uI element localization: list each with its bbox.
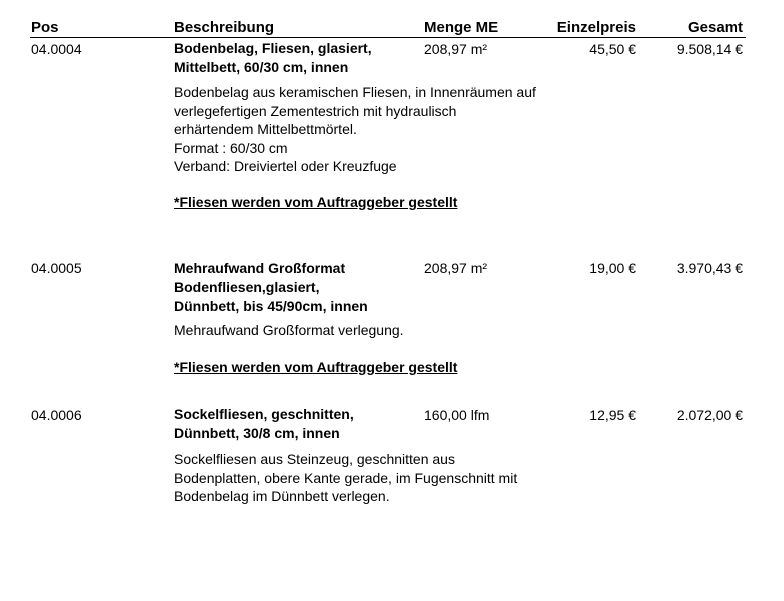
item-description: [174, 83, 536, 176]
description-line: Format : 60/30 cm: [174, 139, 288, 156]
description-line: Verband: Dreiviertel oder Kreuzfuge: [174, 158, 397, 174]
item-title-line: Dünnbett, bis 45/90cm, innen: [174, 298, 368, 314]
item-title: [174, 259, 368, 316]
item-title-line: Bodenbelag, Fliesen, glasiert,: [174, 40, 372, 56]
item-title: [174, 39, 372, 77]
item-title-line: Bodenfliesen,glasiert,: [174, 279, 320, 295]
description-line: Bodenbelag im Dünnbett verlegen.: [174, 488, 390, 504]
item-title-line: Sockelfliesen, geschnitten,: [174, 406, 354, 422]
description-line: verlegefertigen Zementestrich mit hydraulisch: [174, 102, 457, 119]
header-gesamt: Gesamt: [687, 19, 743, 36]
item-note: *Fliesen werden vom Auftraggeber gestellt: [174, 359, 458, 375]
item-quantity: 160,00 lfm: [424, 407, 490, 423]
item-total: 2.072,00 €: [676, 407, 743, 423]
header-einzelpreis: Einzelpreis: [556, 19, 636, 36]
item-note: *Fliesen werden vom Auftraggeber gestellt: [174, 194, 458, 210]
item-description: [174, 321, 404, 340]
item-total: 9.508,14 €: [676, 41, 743, 57]
item-total: 3.970,43 €: [676, 260, 743, 276]
header-pos: Pos: [31, 19, 59, 36]
item-title-line: Dünnbett, 30/8 cm, innen: [174, 425, 340, 441]
description-line: Bodenplatten, obere Kante gerade, im Fugenschnitt mit: [174, 469, 518, 486]
item-unit-price: 12,95 €: [589, 407, 636, 423]
description-line: erhärtendem Mittelbettmörtel.: [174, 121, 357, 137]
item-quantity: 208,97 m²: [424, 260, 488, 276]
header-divider: [30, 37, 746, 38]
item-unit-price: 19,00 €: [589, 260, 636, 276]
description-line: Mehraufwand Großformat verlegung.: [174, 322, 404, 338]
description-line: Bodenbelag aus keramischen Fliesen, in Innenräumen auf: [174, 84, 536, 100]
item-quantity: 208,97 m²: [424, 41, 488, 57]
description-line: Sockelfliesen aus Steinzeug, geschnitten aus: [174, 451, 455, 467]
item-title: [174, 405, 354, 443]
header-beschreibung: Beschreibung: [174, 19, 275, 36]
header-menge: Menge ME: [424, 19, 499, 36]
item-pos: 04.0004: [31, 41, 82, 57]
item-pos: 04.0006: [31, 407, 82, 423]
item-description: [174, 450, 517, 506]
item-unit-price: 45,50 €: [589, 41, 636, 57]
item-title-line: Mittelbett, 60/30 cm, innen: [174, 59, 349, 75]
item-pos: 04.0005: [31, 260, 82, 276]
item-title-line: Mehraufwand Großformat: [174, 260, 346, 276]
